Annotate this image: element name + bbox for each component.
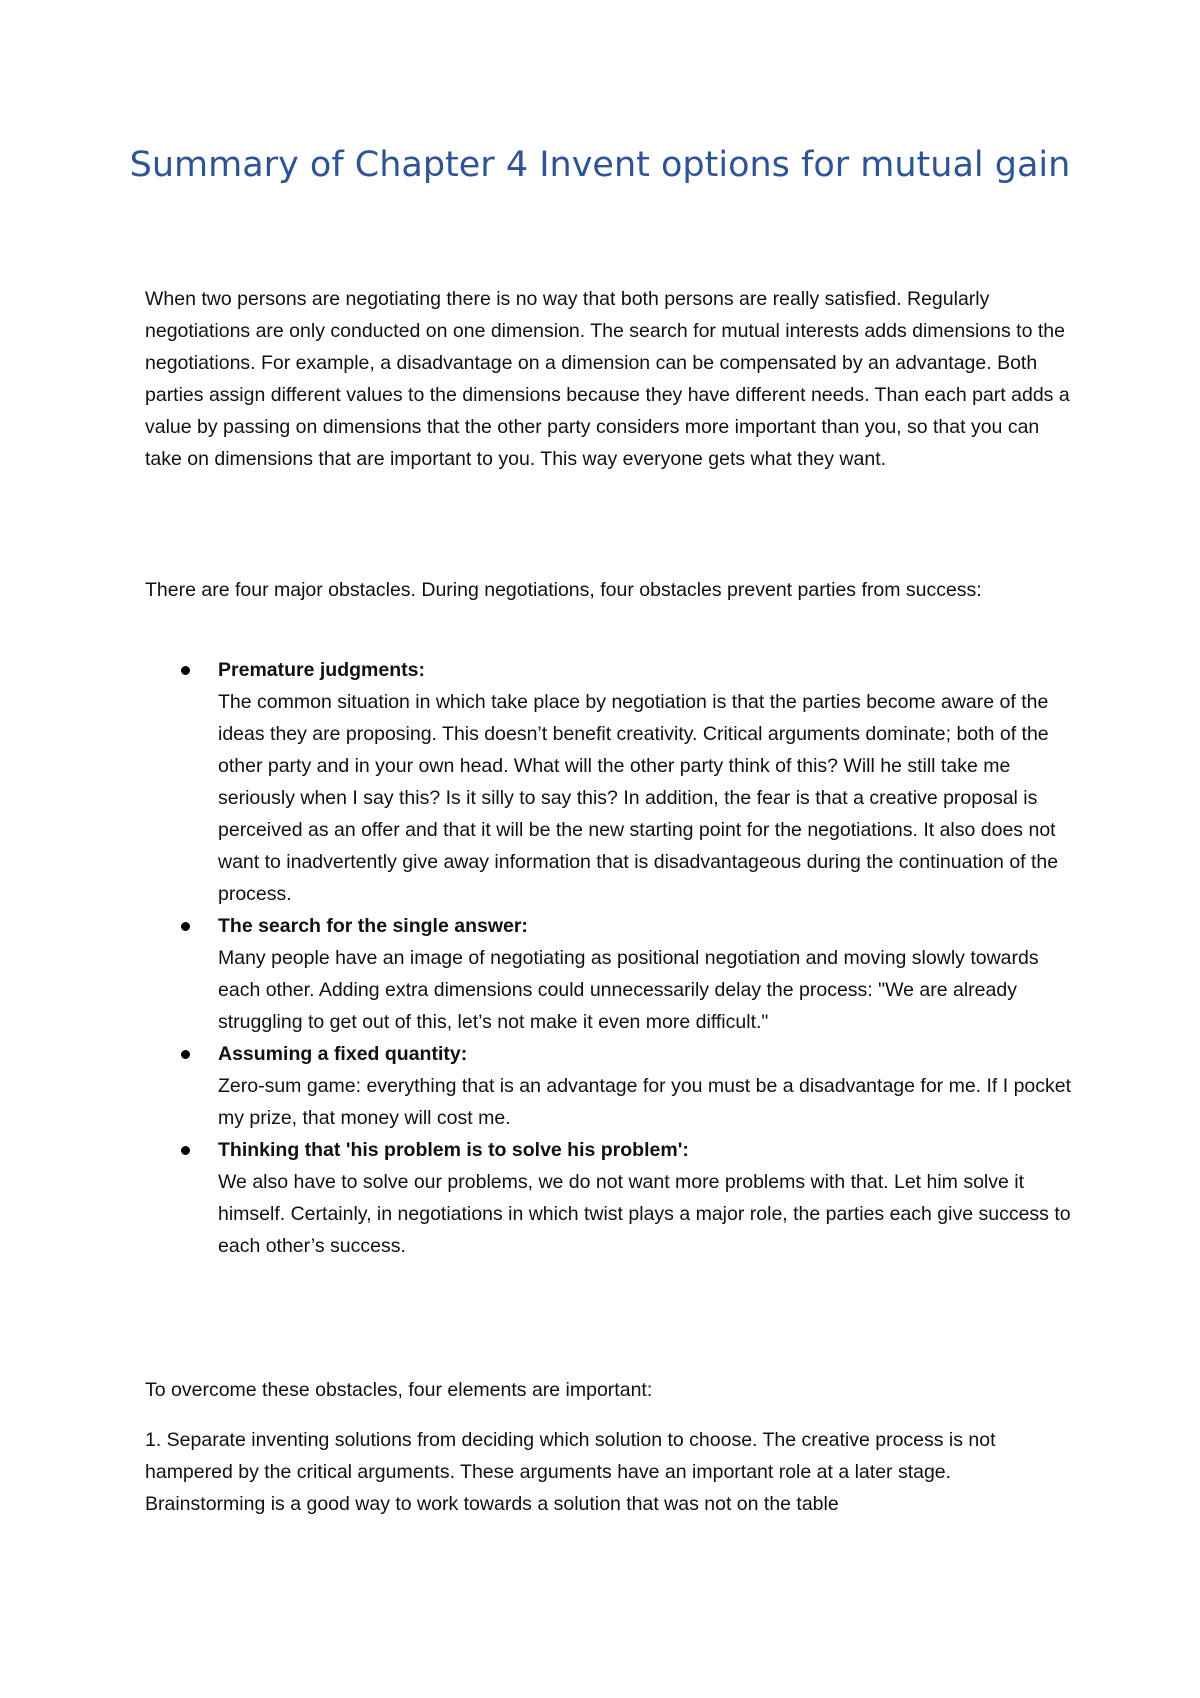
obstacle-title: Assuming a fixed quantity: [218,1043,468,1065]
bullet-icon [181,1146,190,1155]
obstacle-title: Premature judgments: [218,659,425,681]
document-title: Summary of Chapter 4 Invent options for mutual gain [129,145,1071,185]
obstacle-text: The common situation in which take place by negotiation is that the parties become aware of the ideas they are proposing. This doesn’t benefit creativity. Critical arguments dominate; both of the other party and in your own head. What will the other party think of this? Will he still take me seriously when I say this? Is it silly to say this? In addition, the fear is that a creative proposal is perceived as an offer and that it will be the new starting point for the negotiations. It also does not want to inadvertently give away information that is disadvantageous during the continuation of the process. [218,691,1059,905]
intro-paragraph: When two persons are negotiating there is no way that both persons are really satisfied. Regularly negotiations are only conducted on one dimension. The search for mutual interests adds dimensions to the negotiations. For example, a disadvantage on a dimension can be compensated by an advantage. Both parties assign different values to the dimensions because they have different needs. Than each part adds a value by passing on dimensions that the other party considers more important than you, so that you can take on dimensions that are important to you. This way everyone gets what they want. [145,288,1070,470]
list-item [145,910,1075,1038]
obstacle-text: Many people have an image of negotiating as positional negotiation and moving slowly towards each other. Adding extra dimensions could unnecessarily delay the process: "We are already struggling to get out of this, let’s not make it even more difficult." [218,947,1039,1033]
bullet-icon [181,1050,190,1059]
obstacle-text: Zero-sum game: everything that is an advantage for you must be a disadvantage for me. If I pocket my prize, that money will cost me. [218,1075,1072,1129]
elements-intro-paragraph: To overcome these obstacles, four elements are important: [145,1379,653,1401]
obstacle-text: We also have to solve our problems, we do not want more problems with that. Let him solve it himself. Certainly, in negotiations in which twist plays a major role, the parties each give success to each other’s success. [218,1171,1071,1257]
obstacles-intro-paragraph: There are four major obstacles. During negotiations, four obstacles prevent parties from success: [145,579,982,601]
obstacles-list [145,654,1075,1262]
bullet-icon [181,666,190,675]
obstacle-title: Thinking that 'his problem is to solve his problem': [218,1139,689,1161]
obstacle-title: The search for the single answer: [218,915,528,937]
list-item [145,654,1075,910]
list-item [145,1134,1075,1262]
element-1-paragraph: 1. Separate inventing solutions from deciding which solution to choose. The creative process is not hampered by the critical arguments. These arguments have an important role at a later stage. Brainstorming is a good way to work towards a solution that was not on the table [145,1429,996,1515]
bullet-icon [181,922,190,931]
list-item [145,1038,1075,1134]
